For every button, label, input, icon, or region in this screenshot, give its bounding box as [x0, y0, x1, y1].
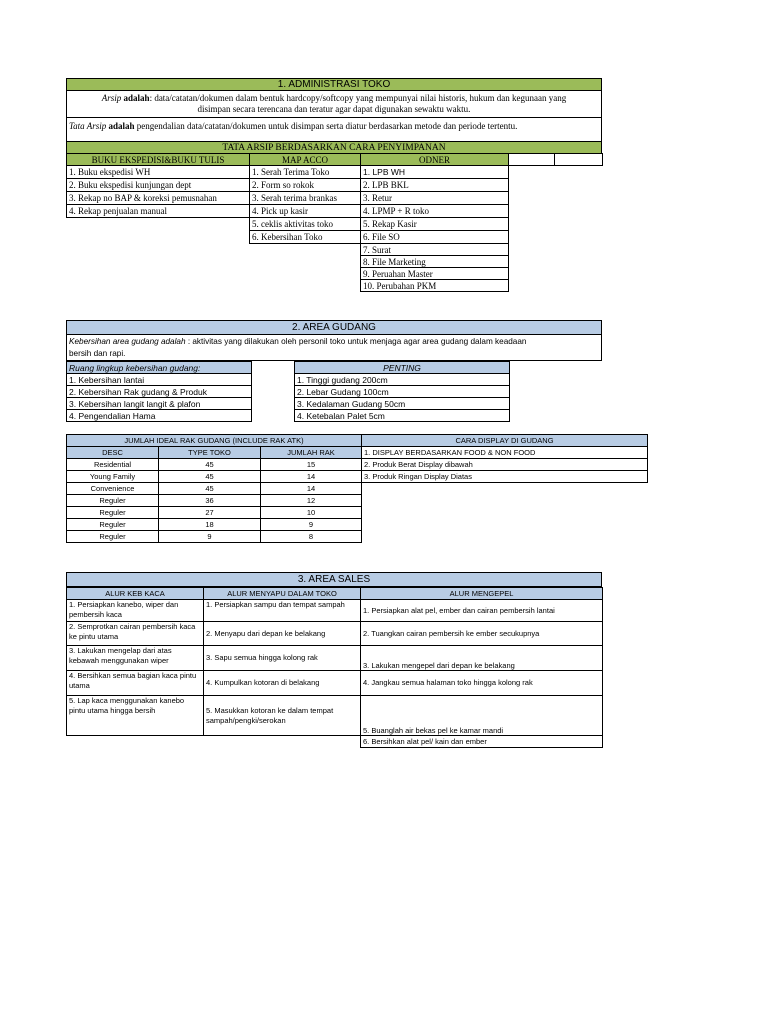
mengepel-step: 3. Lakukan mengepel dari depan ke belakang [361, 646, 603, 671]
jumlah-rak-title: JUMLAH IDEAL RAK GUDANG (INCLUDE RAK ATK) [67, 435, 362, 447]
rak-desc: Reguler [67, 495, 159, 507]
buku-item: 2. Buku ekspedisi kunjungan dept [67, 179, 250, 192]
table-row [67, 507, 362, 519]
col-header-buku: BUKU EKSPEDISI&BUKU TULIS [67, 154, 250, 166]
tata-adalah: adalah [108, 121, 135, 131]
rak-jumlah: 9 [261, 519, 362, 531]
arsip-adalah: adalah [123, 93, 150, 103]
odner-item: 10. Perubahan PKM [361, 280, 509, 292]
mengepel-step: 2. Tuangkan cairan pembersih ke ember secukupnya [361, 622, 603, 646]
table-row [67, 459, 362, 471]
tata-arsip-table [66, 153, 603, 292]
rak-type: 9 [159, 531, 261, 543]
map-item: 1. Serah Terima Toko [250, 166, 361, 179]
mengepel-step: 4. Jangkau semua halaman toko hingga kolong rak [361, 671, 603, 696]
rak-type: 45 [159, 471, 261, 483]
ruang-item: 2. Kebersihan Rak gudang & Produk [67, 386, 252, 398]
tata-arsip-definition [66, 117, 602, 142]
display-item: 1. DISPLAY BERDASARKAN FOOD & NON FOOD [362, 447, 648, 459]
penting-table [294, 361, 510, 422]
map-item: 3. Serah terima brankas [250, 192, 361, 205]
map-item: 6. Kebersihan Toko [250, 231, 361, 244]
table-row [67, 622, 603, 646]
rak-type: 18 [159, 519, 261, 531]
area-sales-table [66, 587, 603, 748]
table-row [67, 471, 362, 483]
rak-jumlah: 8 [261, 531, 362, 543]
tata-term: Tata Arsip [69, 121, 107, 131]
penting-title: PENTING [295, 362, 510, 374]
odner-item: 8. File Marketing [361, 256, 509, 268]
jumlah-rak-table [66, 434, 362, 543]
gudang-def-text-line2: bersih dan rapi. [69, 349, 126, 358]
section2-title-text: 2. AREA GUDANG [292, 322, 376, 333]
rak-jumlah: 12 [261, 495, 362, 507]
odner-item: 4. LPMP + R toko [361, 205, 509, 218]
odner-item: 7. Surat [361, 244, 509, 256]
menyapu-step: 2. Menyapu dari depan ke belakang [204, 622, 361, 646]
odner-item: 2. LPB BKL [361, 179, 509, 192]
map-item: 5. ceklis aktivitas toko [250, 218, 361, 231]
rak-header-type: TYPE TOKO [159, 447, 261, 459]
rak-desc: Reguler [67, 507, 159, 519]
table-row [67, 671, 603, 696]
menyapu-step: 4. Kumpulkan kotoran di belakang [204, 671, 361, 696]
mengepel-step: 5. Buanglah air bekas pel ke kamar mandi [361, 696, 603, 736]
cara-display-title: CARA DISPLAY DI GUDANG [362, 435, 648, 447]
arsip-definition [66, 90, 602, 118]
menyapu-step: 5. Masukkan kotoran ke dalam tempat sampah/pengki/serokan [204, 696, 361, 736]
arsip-text-line2: disimpan secara terencana dan teratur agar dapat digunakan sewaktu waktu. [197, 104, 471, 114]
rak-desc: Young Family [67, 471, 159, 483]
penting-item: 1. Tinggi gudang 200cm [295, 374, 510, 386]
rak-type: 45 [159, 459, 261, 471]
table-row [67, 600, 603, 622]
odner-item: 5. Rekap Kasir [361, 218, 509, 231]
table-row [67, 646, 603, 671]
table-row [67, 696, 603, 736]
cara-display-table [361, 434, 648, 483]
ruang-lingkup-table [66, 361, 252, 422]
rak-jumlah: 10 [261, 507, 362, 519]
buku-item: 1. Buku ekspedisi WH [67, 166, 250, 179]
ruang-item: 3. Kebersihan langit langit & plafon [67, 398, 252, 410]
rak-desc: Convenience [67, 483, 159, 495]
rak-jumlah: 15 [261, 459, 362, 471]
rak-type: 36 [159, 495, 261, 507]
arsip-term: Arsip [101, 93, 122, 103]
display-item: 3. Produk Ringan Display Diatas [362, 471, 648, 483]
rak-desc: Residential [67, 459, 159, 471]
odner-item: 1. LPB WH [361, 166, 509, 179]
mengepel-step: 1. Persiapkan alat pel, ember dan cairan pembersih lantai [361, 600, 603, 622]
arsip-text-line1: : data/catatan/dokumen dalam bentuk hardcopy/softcopy yang mempunyai nilai historis, hukum dan kegunaan yang [149, 93, 567, 103]
empty-header-cell [509, 154, 555, 166]
col-header-menyapu: ALUR MENYAPU DALAM TOKO [204, 588, 361, 600]
odner-item: 3. Retur [361, 192, 509, 205]
empty-header-cell [555, 154, 603, 166]
section1-title-text: 1. ADMINISTRASI TOKO [277, 79, 391, 90]
table-row [67, 495, 362, 507]
odner-item: 6. File SO [361, 231, 509, 244]
tata-text: pengendalian data/catatan/dokumen untuk disimpan serta diatur berdasarkan metode dan periode tertentu. [134, 121, 518, 131]
rak-desc: Reguler [67, 519, 159, 531]
section3-title-text: 3. AREA SALES [297, 574, 371, 585]
odner-item: 9. Peruahan Master [361, 268, 509, 280]
map-item: 2. Form so rokok [250, 179, 361, 192]
buku-item: 3. Rekap no BAP & koreksi pemusnahan [67, 192, 250, 205]
table-row [67, 483, 362, 495]
ruang-item: 4. Pengendalian Hama [67, 410, 252, 422]
penting-item: 2. Lebar Gudang 100cm [295, 386, 510, 398]
col-header-map-acco: MAP ACCO [250, 154, 361, 166]
gudang-def-text-line1: : aktivitas yang dilakukan oleh personil toko untuk menjaga agar area gudang dalam keadaan [185, 337, 527, 346]
table-row [67, 519, 362, 531]
tata-arsip-table-title-text: TATA ARSIP BERDASARKAN CARA PENYIMPANAN [222, 143, 446, 153]
penting-item: 3. Kedalaman Gudang 50cm [295, 398, 510, 410]
col-header-odner: ODNER [361, 154, 509, 166]
section2-title [66, 320, 602, 335]
kaca-step: 3. Lakukan mengelap dari atas kebawah menggunakan wiper [67, 646, 204, 671]
display-item: 2. Produk Berat Display dibawah [362, 459, 648, 471]
buku-item: 4. Rekap penjualan manual [67, 205, 250, 218]
rak-type: 45 [159, 483, 261, 495]
kaca-step: 5. Lap kaca menggunakan kanebo pintu utama hingga bersih [67, 696, 204, 736]
map-item: 4. Pick up kasir [250, 205, 361, 218]
rak-header-jumlah: JUMLAH RAK [261, 447, 362, 459]
kaca-step: 4. Bersihkan semua bagian kaca pintu utama [67, 671, 204, 696]
kaca-step: 1. Persiapkan kanebo, wiper dan pembersih kaca [67, 600, 204, 622]
rak-type: 27 [159, 507, 261, 519]
ruang-lingkup-title: Ruang lingkup kebersihan gudang: [67, 362, 252, 374]
rak-header-desc: DESC [67, 447, 159, 459]
ruang-item: 1. Kebersihan lantai [67, 374, 252, 386]
gudang-def-term: Kebersihan area gudang adalah [69, 337, 186, 346]
section3-title [66, 572, 602, 587]
mengepel-step: 6. Bersihkan alat pel/ kain dan ember [361, 736, 603, 748]
table-row [67, 531, 362, 543]
col-header-mengepel: ALUR MENGEPEL [361, 588, 603, 600]
penting-item: 4. Ketebalan Palet 5cm [295, 410, 510, 422]
rak-desc: Reguler [67, 531, 159, 543]
menyapu-step: 1. Persiapkan sampu dan tempat sampah [204, 600, 361, 622]
menyapu-step: 3. Sapu semua hingga kolong rak [204, 646, 361, 671]
gudang-definition [66, 334, 602, 361]
table-row [67, 736, 603, 748]
rak-jumlah: 14 [261, 471, 362, 483]
rak-jumlah: 14 [261, 483, 362, 495]
kaca-step: 2. Semprotkan cairan pembersih kaca ke pintu utama [67, 622, 204, 646]
col-header-kaca: ALUR KEB KACA [67, 588, 204, 600]
